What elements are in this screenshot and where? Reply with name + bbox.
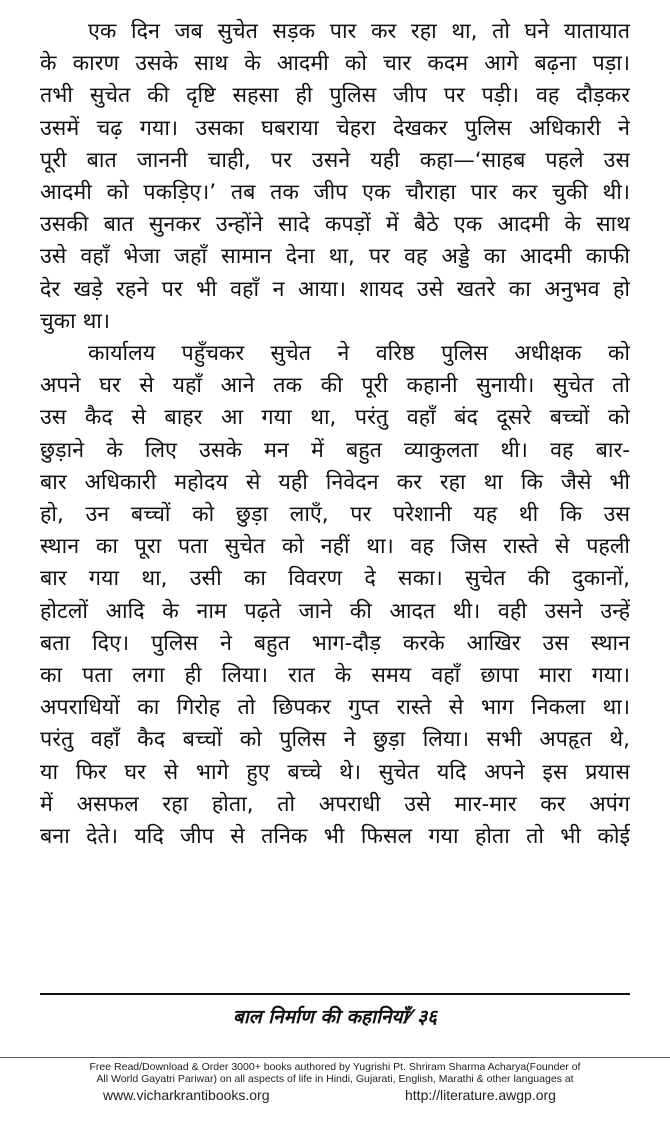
text-line: होटलों आदि के नाम पढ़ते जाने की आदत थी। वही उसने उन्हें <box>40 598 630 624</box>
text-line: हो, उन बच्चों को छुड़ा लाएँ, पर परेशानी यह थी कि उस <box>40 502 630 528</box>
footer-divider <box>40 993 630 995</box>
text-line: छुड़ाने के लिए उसके मन में बहुत व्याकुलता थी। वह बार- <box>40 437 630 463</box>
text-line: आदमी को पकड़िए।’ तब तक जीप एक चौराहा पार कर चुकी थी। <box>40 180 630 206</box>
text-line: बना देते। यदि जीप से तनिक भी फिसल गया होता तो भी कोई <box>40 824 630 850</box>
text-line: अपराधियों का गिरोह तो छिपकर गुप्त रास्ते से भाग निकला था। <box>40 695 630 721</box>
credit-line: All World Gayatri Pariwar) on all aspects of life in Hindi, Gujarati, English, Marathi & other languages at <box>96 1073 574 1085</box>
credit-line: Free Read/Download & Order 3000+ books authored by Yugrishi Pt. Shriram Sharma Acharya(Founder of <box>89 1061 581 1073</box>
text-line: बता दिए। पुलिस ने बहुत भाग-दौड़ करके आखिर उस स्थान <box>40 630 630 656</box>
text-line: का पता लगा ही लिया। रात के समय वहाँ छापा मारा गया। <box>40 663 630 689</box>
publisher-credit <box>0 1061 670 1085</box>
page-body <box>40 16 630 853</box>
text-line: के कारण उसके साथ के आदमी को चार कदम आगे बढ़ना पड़ा। <box>40 51 630 77</box>
text-line: चुका था। <box>40 308 111 334</box>
book-title-page-number: बाल निर्माण की कहानियाँ⁄ ३६ <box>232 1006 438 1028</box>
literature-link[interactable]: http://literature.awgp.org <box>405 1087 556 1103</box>
text-line: कार्यालय पहुँचकर सुचेत ने वरिष्ठ पुलिस अधीक्षक को <box>88 341 630 367</box>
text-line: उसमें चढ़ गया। उसका घबराया चेहरा देखकर पुलिस अधिकारी ने <box>40 115 630 141</box>
text-line: अपने घर से यहाँ आने तक की पूरी कहानी सुनायी। सुचेत तो <box>40 373 630 399</box>
credit-divider <box>0 1057 670 1058</box>
text-line: एक दिन जब सुचेत सड़क पार कर रहा था, तो घने यातायात <box>88 19 630 44</box>
text-line: पूरी बात जाननी चाही, पर उसने यही कहा—‘साहब पहले उस <box>40 147 630 173</box>
text-line: में असफल रहा होता, तो अपराधी उसे मार-मार कर अपंग <box>40 791 630 817</box>
text-line: या फिर घर से भागे हुए बच्चे थे। सुचेत यदि अपने इस प्रयास <box>40 759 630 785</box>
text-line: परंतु वहाँ कैद बच्चों को पुलिस ने छुड़ा लिया। सभी अपहृत थे, <box>40 727 630 753</box>
text-line: स्थान का पूरा पता सुचेत को नहीं था। वह जिस रास्ते से पहली <box>40 534 630 560</box>
text-line: बार अधिकारी महोदय से यही निवेदन कर रहा था कि जैसे भी <box>40 469 630 495</box>
text-line: उस कैद से बाहर आ गया था, परंतु वहाँ बंद दूसरे बच्चों को <box>40 405 630 431</box>
text-line: तभी सुचेत की दृष्टि सहसा ही पुलिस जीप पर पड़ी। वह दौड़कर <box>40 83 630 109</box>
text-line: उसे वहाँ भेजा जहाँ सामान देना था, पर वह अड्डे का आदमी काफी <box>40 244 630 270</box>
paragraph-2 <box>40 338 630 853</box>
text-line: उसकी बात सुनकर उन्होंने सादे कपड़ों में बैठे एक आदमी के साथ <box>40 212 630 238</box>
text-line: बार गया था, उसी का विवरण दे सका। सुचेत की दुकानों, <box>40 566 630 592</box>
paragraph-1 <box>40 16 630 338</box>
text-line: देर खड़े रहने पर भी वहाँ न आया। शायद उसे खतरे का अनुभव हो <box>40 276 630 302</box>
vicharkranti-link[interactable]: www.vicharkrantibooks.org <box>103 1087 270 1103</box>
